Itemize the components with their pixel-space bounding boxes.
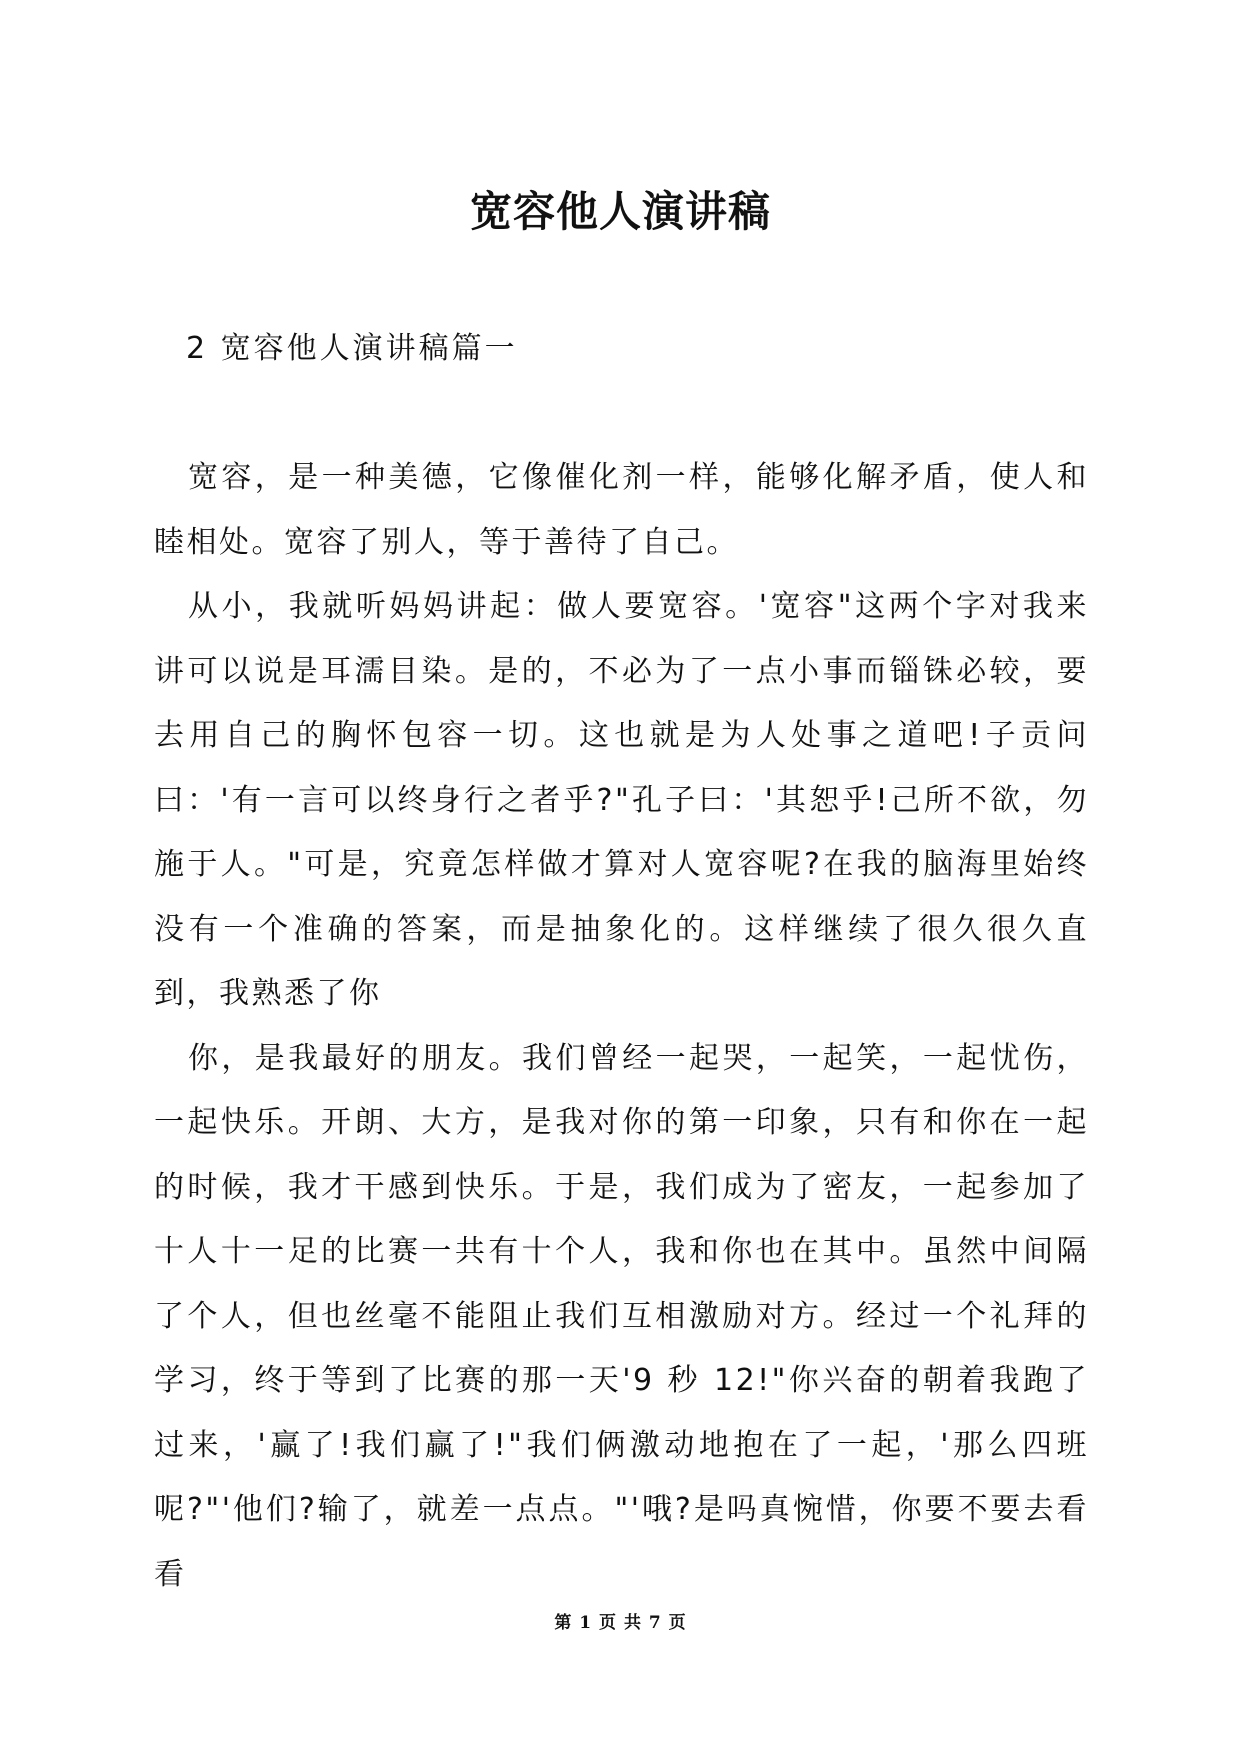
document-body: [154, 446, 1089, 1607]
document-title: 宽容他人演讲稿: [469, 187, 771, 236]
body-paragraph: 从小，我就听妈妈讲起：做人要宽容。'宽容"这两个字对我来讲可以说是耳濡目染。是的，不必为了一点小事而锱铢必较，要去用自己的胸怀包容一切。这也就是为人处事之道吧!子贡问曰：'有一言可以终身行之者乎?"孔子曰：'其恕乎!己所不欲，勿施于人。"可是，究竟怎样做才算对人宽容呢?在我的脑海里始终没有一个准确的答案，而是抽象化的。这样继续了很久很久直到，我熟悉了你: [154, 589, 1089, 1011]
section-heading: 2 宽容他人演讲稿篇一: [186, 331, 518, 366]
body-paragraph: 你，是我最好的朋友。我们曾经一起哭，一起笑，一起忧伤，一起快乐。开朗、大方，是我对你的第一印象，只有和你在一起的时候，我才干感到快乐。于是，我们成为了密友，一起参加了十人十一足的比赛一共有十个人，我和你也在其中。虽然中间隔了个人，但也丝毫不能阻止我们互相激励对方。经过一个礼拜的学习，终于等到了比赛的那一天'9 秒 12!"你兴奋的朝着我跑了过来，'赢了!我们赢了!"我们俩激动地抱在了一起，'那么四班呢?"'他们?输了，就差一点点。"'哦?是吗真惋惜，你要不要去看看: [154, 1040, 1089, 1592]
body-paragraph: 宽容，是一种美德，它像催化剂一样，能够化解矛盾，使人和睦相处。宽容了别人，等于善待了自己。: [154, 460, 1089, 560]
page-number-footer: 第 1 页 共 7 页: [554, 1613, 687, 1633]
